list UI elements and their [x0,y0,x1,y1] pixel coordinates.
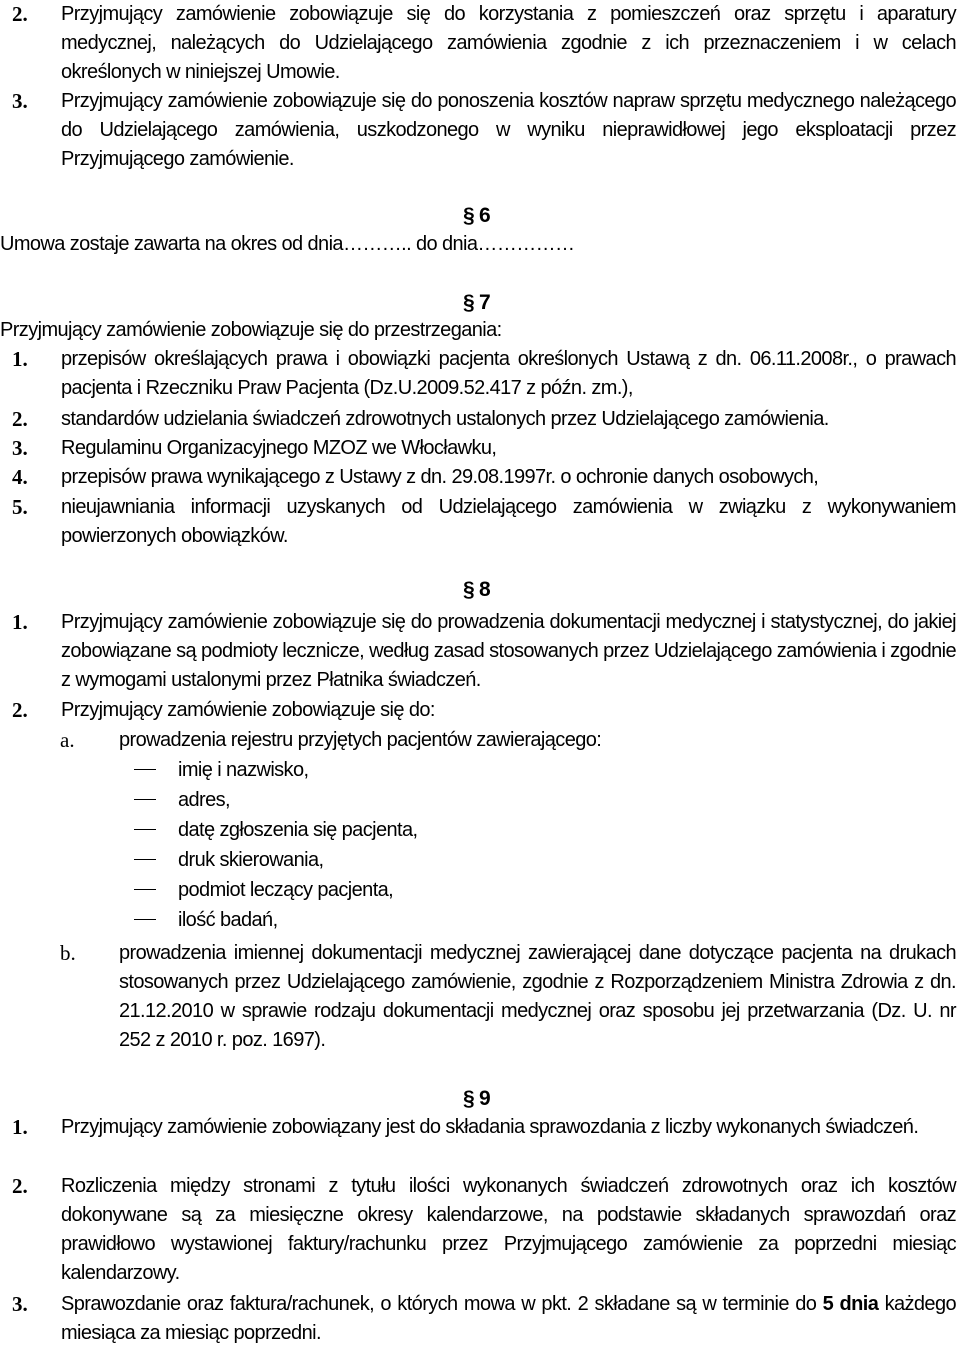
section-sign-icon: § [463,291,475,314]
dash-icon [134,799,156,800]
item-text: Sprawozdanie oraz faktura/rachunek, o których mowa w pkt. 2 składane są w terminie do [61,1293,823,1315]
section-7-item [0,405,956,434]
item-number: 2. [12,1174,28,1198]
bullet-list [0,755,956,935]
item-number: 2. [12,2,28,26]
section-6-text: Umowa zostaje zawarta na okres od dnia……….. do dnia…………… [0,233,575,255]
item-text: Przyjmujący zamówienie zobowiązany jest do składania sprawozdania z liczby wykonanych świadczeń. [61,1116,919,1138]
item-text: Rozliczenia między stronami z tytułu ilości wykonanych świadczeń zdrowotnych oraz ich kosztów dokonywane są za miesięczne okresy kalendarzowe, na podstawie składanych sprawozdań oraz prawidłowo wystawionej faktury/rachunku przez Przyjmującego zamówienie za poprzedni miesiąc kalendarzowy. [61,1175,956,1284]
subitem-letter: a. [60,728,75,752]
section-9-item [0,1113,956,1142]
item-text: Przyjmujący zamówienie zobowiązuje się do prowadzenia dokumentacji medycznej i statystycznej, do jakiej zobowiązane są podmioty lecznicze, według zasad stosowanych przez Udzielającego zamówienia i zgodnie z wymogami ustalonymi przez Płatnika świadczeń. [61,611,956,691]
bullet-item: podmiot leczący pacjenta, [0,875,956,905]
section-heading-6: § 6 [463,204,491,227]
item-text: każdego miesiąca za miesiąc poprzedni. [61,1293,956,1344]
item-number: 3. [12,89,28,113]
bullet-item: ilość badań, [0,905,956,935]
item-number: 5. [12,495,28,519]
bullet-item: adres, [0,785,956,815]
section-8-item [0,608,956,695]
deadline-bold: 5 dnia [822,1293,879,1315]
item-number: 1. [12,347,28,371]
subitem-text: prowadzenia imiennej dokumentacji medycznej zawierającej dane dotyczące pacjenta na drukach stosowanych przez Udzielającego zamówienie, zgodnie z Rozporządzeniem Ministra Zdrowia z dn. 21.12.2010 w sprawie rodzaju dokumentacji medycznej oraz sposobu jej przetwarzania (Dz. U. nr 252 z 2010 r. poz. 1697). [119,942,956,1051]
section-8-subitem-b [0,939,956,1055]
item-text: Przyjmujący zamówienie zobowiązuje się do: [61,699,435,721]
section-heading-7: § 7 [463,291,491,314]
section-8-subitem-a [0,726,956,755]
item-number: 1. [12,1115,28,1139]
top-item [0,0,956,87]
item-number: 1. [12,610,28,634]
item-text: nieujawniania informacji uzyskanych od Udzielającego zamówienia w związku z wykonywaniem powierzonych obowiązków. [61,496,956,547]
dash-icon [134,769,156,770]
item-text: przepisów prawa wynikającego z Ustawy z dn. 29.08.1997r. o ochronie danych osobowych, [61,466,819,488]
section-8-item [0,696,956,725]
item-text: Regulaminu Organizacyjnego MZOZ we Włocławku, [61,437,497,459]
item-number: 3. [12,1292,28,1316]
item-text: Przyjmujący zamówienie zobowiązuje się do korzystania z pomieszczeń oraz sprzętu i aparatury medycznej, należących do Udzielającego zamówienia zgodnie z ich przeznaczeniem i w celach określonych w niniejszej Umowie. [61,3,956,83]
section-sign-icon: § [463,1087,475,1110]
section-heading-8: § 8 [463,578,491,601]
bullet-item: druk skierowania, [0,845,956,875]
top-item [0,87,956,174]
item-text: przepisów określających prawa i obowiązki pacjenta określonych Ustawą z dn. 06.11.2008r., o prawach pacjenta i Rzeczniku Praw Pacjenta (Dz.U.2009.52.417 z późn. zm.), [61,348,956,399]
bullet-item: imię i nazwisko, [0,755,956,785]
section-9-item [0,1172,956,1288]
item-number: 3. [12,436,28,460]
section-sign-icon: § [463,204,475,227]
dash-icon [134,889,156,890]
dash-icon [134,919,156,920]
dash-icon [134,859,156,860]
section-7-intro: Przyjmujący zamówienie zobowiązuje się do przestrzegania: [0,319,502,341]
dash-icon [134,829,156,830]
section-7-item [0,493,956,551]
section-7-item [0,463,956,492]
section-7-item [0,434,956,463]
item-number: 2. [12,407,28,431]
item-text: standardów udzielania świadczeń zdrowotnych ustalonych przez Udzielającego zamówienia. [61,408,829,430]
item-number: 2. [12,698,28,722]
section-9-item [0,1290,956,1348]
section-7-item [0,345,956,403]
bullet-item: datę zgłoszenia się pacjenta, [0,815,956,845]
subitem-text: prowadzenia rejestru przyjętych pacjentów zawierającego: [119,729,602,751]
section-sign-icon: § [463,578,475,601]
subitem-letter: b. [60,941,76,965]
section-heading-9: § 9 [463,1087,491,1110]
item-text: Przyjmujący zamówienie zobowiązuje się do ponoszenia kosztów napraw sprzętu medycznego należącego do Udzielającego zamówienia, uszkodzonego w wyniku nieprawidłowej jego eksploatacji przez Przyjmującego zamówienie. [61,90,956,170]
item-number: 4. [12,465,28,489]
